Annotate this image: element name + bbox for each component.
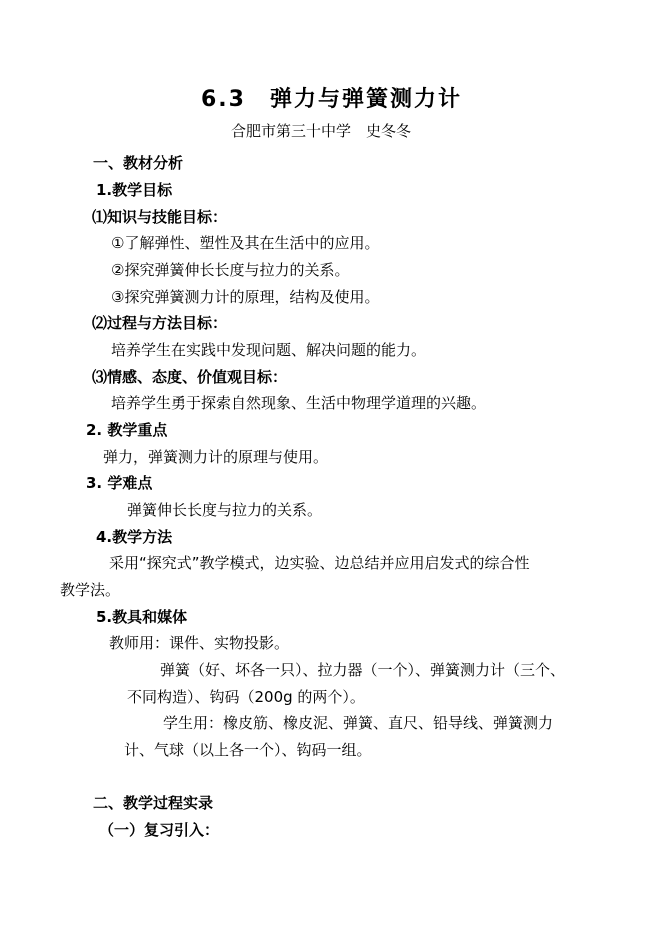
difficulties-text: 弹簧伸长长度与拉力的关系。 bbox=[127, 501, 323, 519]
emotion-heading: ⑶情感、态度、价值观目标： bbox=[92, 368, 288, 386]
methods-text: 采用“探究式”教学模式，边实验、边总结并应用启发式的综合性 bbox=[109, 554, 530, 572]
media-teacher: 教师用：课件、实物投影。 bbox=[109, 634, 290, 652]
author-line: 合肥市第三十中学 史冬冬 bbox=[231, 122, 412, 140]
media-tools: 不同构造）、钩码（200g 的两个）。 bbox=[127, 688, 365, 706]
media-heading: 5.教具和媒体 bbox=[96, 608, 188, 626]
knowledge-item: ②探究弹簧伸长长度与拉力的关系。 bbox=[111, 261, 350, 279]
page-title: 6.3 弹力与弹簧测力计 bbox=[201, 87, 462, 112]
key-points-text: 弹力，弹簧测力计的原理与使用。 bbox=[103, 448, 329, 466]
section2-sub1: （一）复习引入： bbox=[99, 821, 220, 839]
section2-heading: 二、教学过程实录 bbox=[93, 794, 214, 812]
difficulties-heading: 3. 学难点 bbox=[86, 474, 153, 492]
process-text: 培养学生在实践中发现问题、解决问题的能力。 bbox=[111, 341, 427, 359]
methods-text: 教学法。 bbox=[60, 581, 121, 599]
goals-heading: 1.教学目标 bbox=[96, 181, 173, 199]
key-points-heading: 2. 教学重点 bbox=[86, 421, 168, 439]
media-student: 计、气球（以上各一个）、钩码一组。 bbox=[124, 741, 372, 759]
knowledge-heading: ⑴知识与技能目标： bbox=[92, 208, 228, 226]
process-heading: ⑵过程与方法目标： bbox=[92, 314, 228, 332]
media-tools: 弹簧（好、坏各一只）、拉力器（一个）、弹簧测力计（三个、 bbox=[160, 661, 566, 679]
knowledge-item: ③探究弹簧测力计的原理，结构及使用。 bbox=[111, 288, 380, 306]
section1-heading: 一、教材分析 bbox=[93, 154, 184, 172]
emotion-text: 培养学生勇于探索自然现象、生活中物理学道理的兴趣。 bbox=[111, 394, 487, 412]
knowledge-item: ①了解弹性、塑性及其在生活中的应用。 bbox=[111, 234, 380, 252]
media-student: 学生用：橡皮筋、橡皮泥、弹簧、直尺、铅导线、弹簧测力 bbox=[163, 714, 554, 732]
methods-heading: 4.教学方法 bbox=[96, 528, 173, 546]
